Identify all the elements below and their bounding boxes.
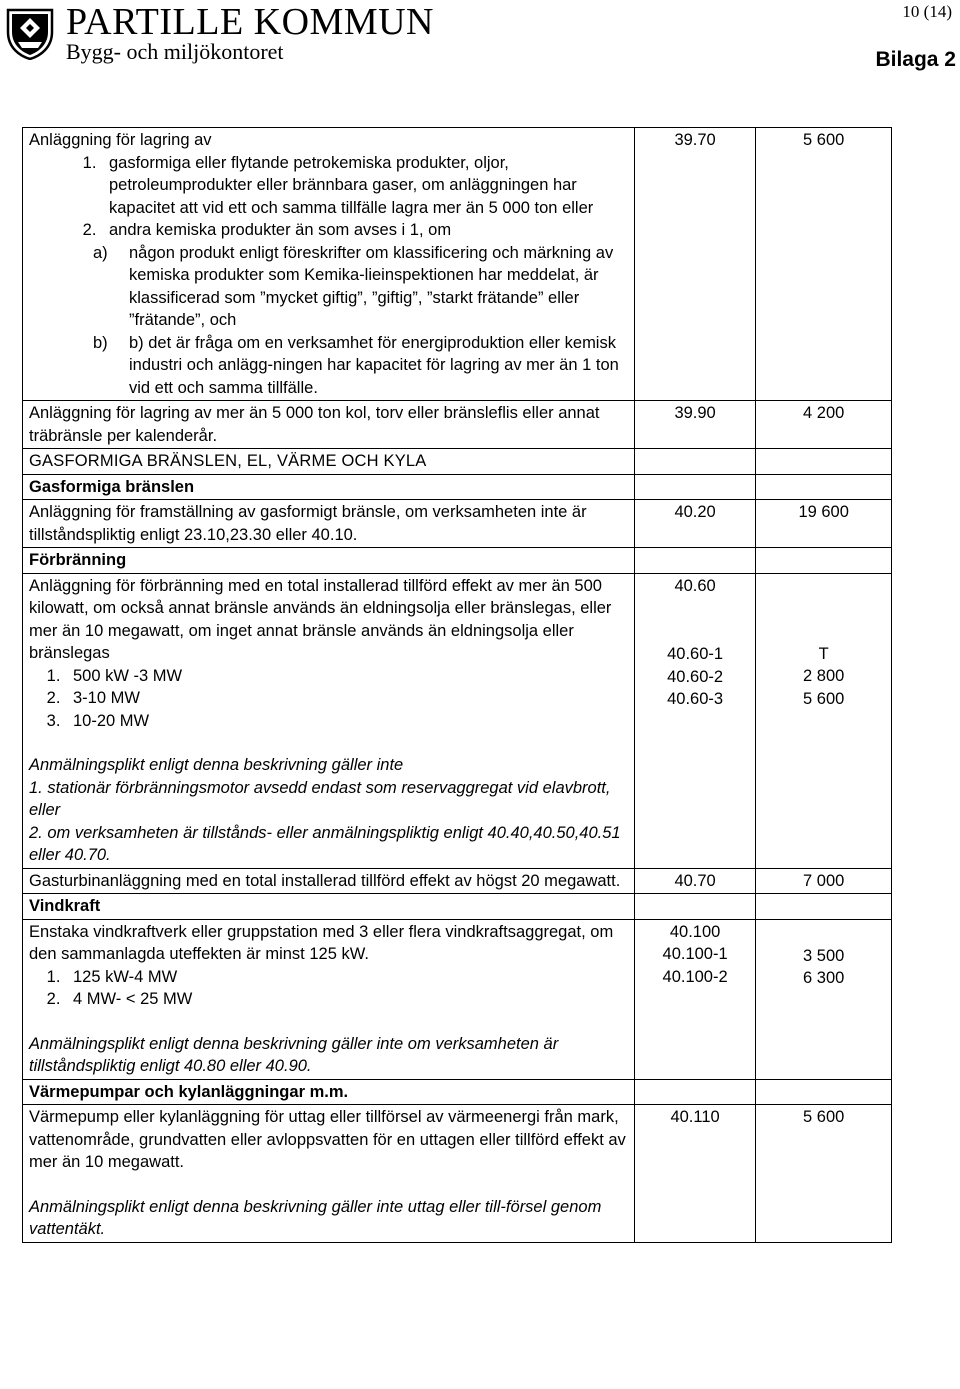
table-row	[23, 1105, 892, 1243]
row-intro: Anläggning för lagring av	[29, 131, 212, 149]
subsection-heading: Vindkraft	[23, 894, 635, 920]
section-heading: GASFORMIGA BRÄNSLEN, EL, VÄRME OCH KYLA	[23, 449, 635, 475]
subsection-row	[23, 894, 892, 920]
fee-value: 6 300	[803, 969, 845, 987]
code-cell: 40.20	[634, 500, 756, 548]
department-name: Bygg- och miljökontoret	[66, 39, 284, 64]
fee-value: 2 800	[803, 667, 845, 685]
row-text: Enstaka vindkraftverk eller gruppstation med 3 eller flera vindkraftsaggregat, om den sammanlagda uteffekten är minst 125 kW.	[29, 922, 614, 963]
code-value: 40.60-1	[667, 645, 724, 663]
row-text: Anläggning för framställning av gasformigt bränsle, om verksamheten inte är tillståndspliktig enligt 23.10,23.30 eller 40.10.	[23, 500, 635, 548]
section-row	[23, 449, 892, 475]
row-text: Värmepump eller kylanläggning för uttag eller tillförsel av värmeenergi från mark, vattenområde, grundvatten eller avloppsvatten för en uttagen eller tillförd effekt av mer än 10 megawatt.	[29, 1108, 626, 1171]
row-text: Anläggning för förbränning med en total installerad tillförd effekt av mer än 500 kilowatt, om också annat bränsle används än eldningsolja eller bränslegas, eller mer än 10 megawatt, om inget annat bränsle används än eldningsolja eller bränslegas	[29, 576, 612, 662]
numbered-list	[29, 966, 628, 1011]
fee-cell: 19 600	[756, 500, 892, 548]
numbered-list	[29, 665, 628, 733]
fee-table	[22, 127, 892, 1243]
lettered-list	[29, 242, 628, 400]
page-header	[0, 0, 960, 120]
code-cell: 39.70	[634, 128, 756, 401]
note-text: Anmälningsplikt enligt denna beskrivning gäller inte	[29, 756, 404, 774]
code-value: 40.60	[674, 576, 716, 595]
row-text: Gasturbinanläggning med en total installerad tillförd effekt av högst 20 megawatt.	[23, 868, 635, 894]
table-row	[23, 573, 892, 868]
list-item: a) någon produkt enligt föreskrifter om klassificering och märkning av kemiska produkter som Kemika-lieinspektionen har meddelat, är klassificerad som ”mycket giftig”, ”giftig”, ”starkt frätande” eller ”frätande”, och	[93, 243, 614, 329]
code-value: 40.100-1	[662, 945, 728, 963]
note-text: Anmälningsplikt enligt denna beskrivning gäller inte uttag eller till-försel genom vattentäkt.	[29, 1197, 602, 1238]
code-cell: 40.70	[634, 868, 756, 894]
organization-name: PARTILLE KOMMUN	[66, 1, 434, 43]
code-value: 40.100	[669, 922, 721, 941]
subsection-heading: Gasformiga bränslen	[23, 474, 635, 500]
coat-of-arms-icon	[6, 6, 54, 60]
appendix-label: Bilaga 2	[875, 48, 956, 71]
row-text: Anläggning för lagring av mer än 5 000 ton kol, torv eller bränsleflis eller annat träbränsle per kalenderår.	[23, 401, 635, 449]
fee-value: 5 600	[803, 689, 845, 708]
fee-cell: 4 200	[756, 401, 892, 449]
list-item: 3. 10-20 MW	[65, 710, 628, 733]
note-text: Anmälningsplikt enligt denna beskrivning gäller inte om verksamheten är tillståndspliktig enligt 40.80 eller 40.90.	[29, 1034, 559, 1075]
code-value: 40.100-2	[662, 967, 728, 986]
table-row	[23, 868, 892, 894]
fee-value: 3 500	[803, 946, 845, 965]
table-row	[23, 128, 892, 401]
subsection-heading: Värmepumpar och kylanläggningar m.m.	[23, 1079, 635, 1105]
subsection-row	[23, 1079, 892, 1105]
code-cell: 39.90	[634, 401, 756, 449]
code-value: 40.60-2	[667, 667, 724, 686]
list-item: 1. 125 kW-4 MW	[65, 966, 628, 989]
note-text: 1. stationär förbränningsmotor avsedd endast som reservaggregat vid elavbrott, eller	[29, 778, 611, 819]
page-number: 10 (14)	[902, 2, 952, 21]
fee-cell: 5 600	[756, 128, 892, 401]
subsection-row	[23, 474, 892, 500]
list-item: 1. gasformiga eller flytande petrokemiska produkter, oljor, petroleumprodukter eller brännbara gaser, om anläggningen har kapacitet att vid ett och samma tillfälle lagra mer än 5 000 ton eller	[101, 152, 628, 220]
numbered-list	[29, 152, 628, 242]
fee-cell: 7 000	[756, 868, 892, 894]
code-cell: 40.110	[634, 1105, 756, 1243]
fee-cell: 5 600	[756, 1105, 892, 1243]
code-value: 40.60-3	[667, 690, 724, 708]
list-item: 2. 3-10 MW	[65, 687, 628, 710]
list-item: 2. andra kemiska produkter än som avses i 1, om	[101, 219, 628, 242]
fee-value: T	[818, 644, 829, 663]
list-item: 1. 500 kW -3 MW	[65, 665, 628, 688]
note-text: 2. om verksamheten är tillstånds- eller anmälningspliktig enligt 40.40,40.50,40.51 eller 40.70.	[29, 823, 621, 864]
table-row	[23, 500, 892, 548]
list-item: b) b) det är fråga om en verksamhet för energiproduktion eller kemisk industri och anlägg-ningen har kapacitet för lagring av mer än 1 ton vid ett och samma tillfälle.	[93, 333, 619, 397]
subsection-heading: Förbränning	[23, 548, 635, 574]
list-item: 2. 4 MW- < 25 MW	[65, 988, 628, 1011]
subsection-row	[23, 548, 892, 574]
table-row	[23, 919, 892, 1079]
table-row	[23, 401, 892, 449]
